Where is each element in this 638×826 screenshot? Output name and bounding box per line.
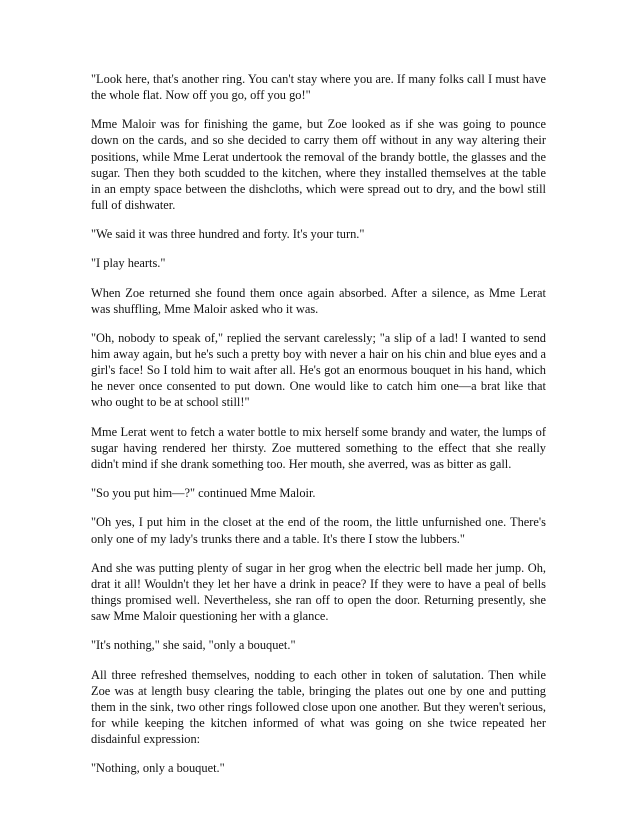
- paragraph-13: "Nothing, only a bouquet.": [91, 761, 225, 776]
- document-page: [91, 71, 546, 776]
- paragraph-9: "Oh yes, I put him in the closet at the end of the room, the little unfurnished one. There's only one of my lady's trunks there and a table. It's there I stow the lubbers.": [91, 515, 546, 546]
- paragraph-3: "We said it was three hundred and forty. It's your turn.": [91, 227, 365, 242]
- paragraph-11: "It's nothing," she said, "only a bouquet.": [91, 638, 296, 653]
- paragraph-5: When Zoe returned she found them once again absorbed. After a silence, as Mme Lerat was shuffling, Mme Maloir asked who it was.: [91, 285, 546, 316]
- paragraph-10: And she was putting plenty of sugar in her grog when the electric bell made her jump. Oh, drat it all! Wouldn't they let her have a drink in peace? If they were to have a peal of bells things promised well. Nevertheless, she ran off to open the door. Returning presently, she saw Mme Maloir questioning her with a glance.: [91, 560, 546, 624]
- paragraph-12: All three refreshed themselves, nodding to each other in token of salutation. Then while Zoe was at length busy clearing the table, bringing the plates out one by one and putting them in the sink, two other rings followed close upon one another. But they weren't serious, for while keeping the kitchen informed of what was going on she twice repeated her disdainful expression:: [91, 667, 546, 747]
- paragraph-2: Mme Maloir was for finishing the game, but Zoe looked as if she was going to pounce down on the cards, and so she decided to carry them off without in any way altering their positions, while Mme Lerat undertook the removal of the brandy bottle, the glasses and the sugar. Then they both scudded to the kitchen, where they installed themselves at the table in an empty space between the dishcloths, which were spread out to dry, and the bowl still full of dishwater.: [91, 117, 546, 212]
- paragraph-7: Mme Lerat went to fetch a water bottle to mix herself some brandy and water, the lumps of sugar having rendered her thirsty. Zoe muttered something to the effect that she really didn't mind if she drank something too. Her mouth, she averred, was as bitter as gall.: [91, 424, 546, 471]
- paragraph-1: "Look here, that's another ring. You can't stay where you are. If many folks call I must have the whole flat. Now off you go, off you go!": [91, 72, 546, 103]
- paragraph-6: "Oh, nobody to speak of," replied the servant carelessly; "a slip of a lad! I wanted to send him away again, but he's such a pretty boy with never a hair on his chin and blue eyes and a girl's face! So I told him to wait after all. He's got an enormous bouquet in his hand, which he never once consented to put down. One would like to catch him one—a brat like that who ought to be at school still!": [91, 331, 546, 410]
- paragraph-8: "So you put him—?" continued Mme Maloir.: [91, 486, 316, 501]
- paragraph-4: "I play hearts.": [91, 256, 166, 271]
